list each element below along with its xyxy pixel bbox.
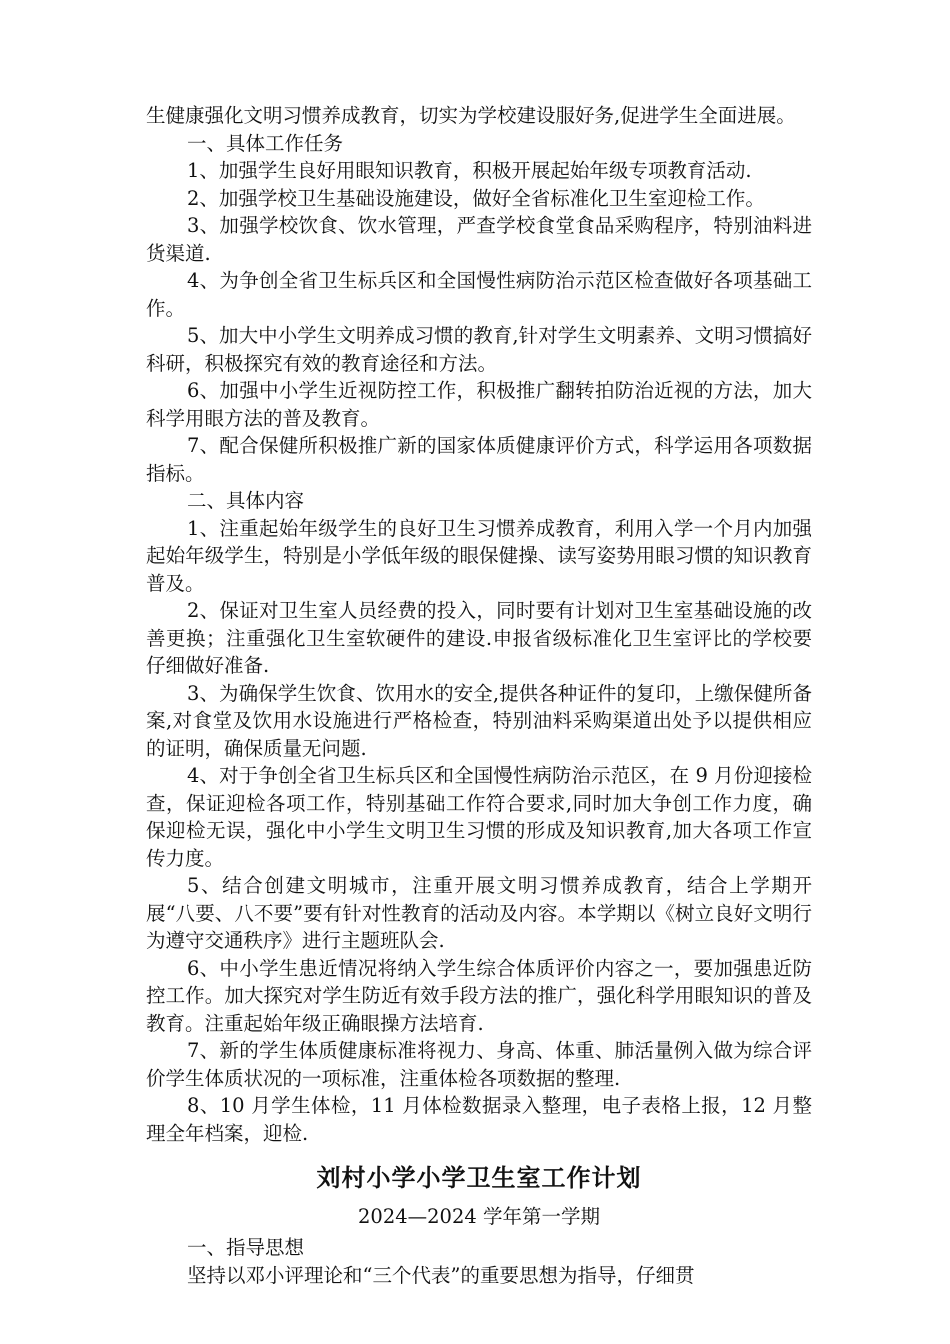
content-item-4: 4、对于争创全省卫生标兵区和全国慢性病防治示范区，在 9 月份迎接检查，保证迎检各项工作，特别基础工作符合要求,同时加大争创工作力度，确保迎检无误，强化中小学生文明卫生习惯的形成及知识教育,加大各项工作宣传力度。 [146,764,812,870]
content-item-8: 8、10 月学生体检，11 月体检数据录入整理，电子表格上报，12 月整理全年档案，迎检. [146,1094,812,1145]
document-subtitle: 2024—2024 学年第一学期 [358,1205,600,1228]
task-item-6: 6、加强中小学生近视防控工作，积极推广翻转拍防治近视的方法，加大科学用眼方法的普及教育。 [146,379,812,430]
task-item-7: 7、配合保健所积极推广新的国家体质健康评价方式，科学运用各项数据指标。 [146,434,812,485]
document-body [146,102,812,1289]
task-item-5: 5、加大中小学生文明养成习惯的教育,针对学生文明素养、文明习惯搞好科研，积极探究有效的教育途径和方法。 [146,324,812,375]
content-item-1: 1、注重起始年级学生的良好卫生习惯养成教育，利用入学一个月内加强起始年级学生，特别是小学低年级的眼保健操、读写姿势用眼习惯的知识教育普及。 [146,516,812,595]
content-item-5: 5、结合创建文明城市，注重开展文明习惯养成教育，结合上学期开展“八要、八不要”要有针对性教育的活动及内容。本学期以《树立良好文明行为遵守交通秩序》进行主题班队会. [146,874,812,952]
content-item-2: 2、保证对卫生室人员经费的投入，同时要有计划对卫生室基础设施的改善更换；注重强化卫生室软硬件的建设.申报省级标准化卫生室评比的学校要仔细做好准备. [146,599,812,677]
task-item-3: 3、加强学校饮食、饮水管理，严查学校食堂食品采购程序，特别油料进货渠道. [146,214,812,265]
section-heading-guiding-thought: 一、指导思想 [187,1236,305,1259]
content-item-3: 3、为确保学生饮食、饮用水的安全,提供各种证件的复印，上缴保健所备案,对食堂及饮用水设施进行严格检查，特别油料采购渠道出处予以提供相应的证明，确保质量无问题. [146,681,812,760]
task-item-2: 2、加强学校卫生基础设施建设，做好全省标准化卫生室迎检工作。 [187,186,765,210]
task-item-1: 1、加强学生良好用眼知识教育，积极开展起始年级专项教育活动. [187,159,752,182]
document-title: 刘村小学小学卫生室工作计划 [316,1163,642,1192]
content-item-6: 6、中小学生患近情况将纳入学生综合体质评价内容之一，要加强患近防控工作。加大探究对学生防近有效手段方法的推广，强化科学用眼知识的普及教育。注重起始年级正确眼操方法培育. [146,956,812,1035]
section-heading-tasks: 一、具体工作任务 [187,131,344,155]
content-item-7: 7、新的学生体质健康标准将视力、身高、体重、肺活量例入做为综合评价学生体质状况的一项标准，注重体检各项数据的整理. [146,1039,812,1090]
guiding-thought-paragraph: 坚持以邓小评理论和“三个代表”的重要思想为指导，仔细贯 [187,1263,695,1287]
paragraph-continuation: 生健康强化文明习惯养成教育，切实为学校建设服好务,促进学生全面进展。 [146,104,796,127]
task-item-4: 4、为争创全省卫生标兵区和全国慢性病防治示范区检查做好各项基础工作。 [146,269,812,320]
section-heading-content: 二、具体内容 [187,489,305,512]
